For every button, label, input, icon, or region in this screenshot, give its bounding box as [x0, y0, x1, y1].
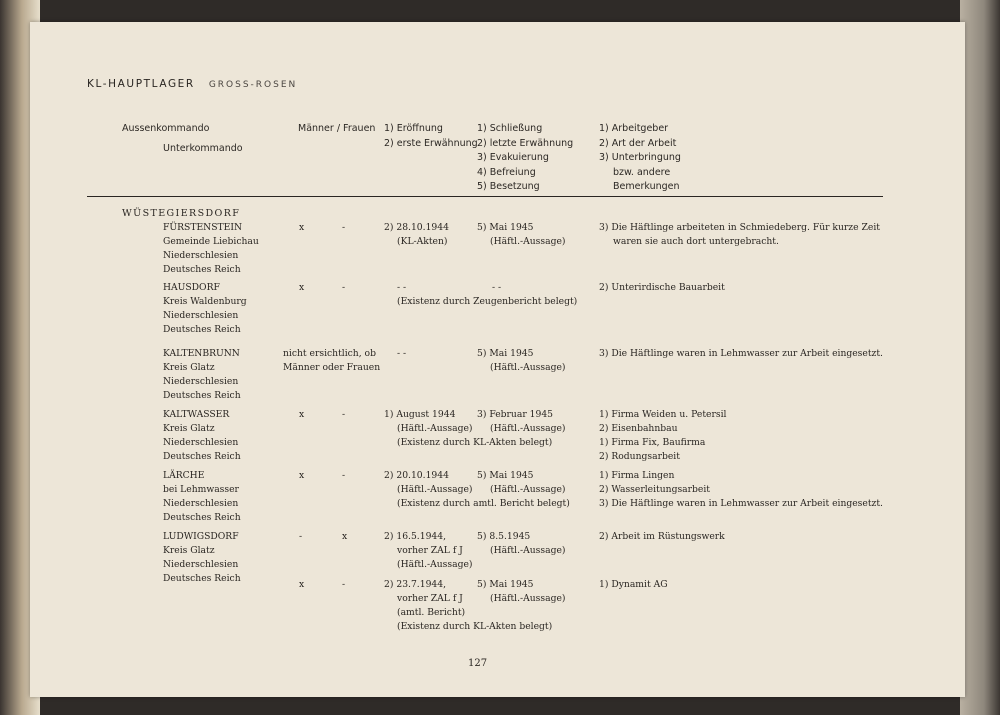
close-line: 5) 8.5.1945: [477, 531, 531, 542]
remark-line: 3) Die Häftlinge waren in Lehmwasser zur Arbeit eingesetzt.: [599, 348, 883, 359]
women-mark: -: [342, 579, 346, 590]
entry-remarks: [599, 408, 726, 464]
open-line: (Häftl.-Aussage): [397, 423, 473, 434]
remark-line: 1) Dynamit AG: [599, 579, 668, 590]
entry-close: [477, 408, 566, 436]
women-mark: -: [342, 282, 346, 293]
open-line: 2) 20.10.1944: [384, 470, 449, 481]
place-line: Deutsches Reich: [163, 512, 241, 523]
entry-remarks: [599, 530, 725, 544]
close-line: - -: [492, 282, 502, 293]
close-line: 5) Mai 1945: [477, 470, 534, 481]
col-eroeffnung: [384, 122, 478, 151]
remark-line: 3) Die Häftlinge arbeiteten in Schmiedeberg. Für kurze Zeit: [599, 222, 880, 233]
col-schliessung-line: 1) Schließung: [477, 123, 543, 134]
col-schliessung: [477, 122, 573, 195]
place-line: LÄRCHE: [163, 470, 205, 481]
open-line: - -: [397, 348, 407, 359]
entry-open: [397, 281, 577, 309]
men-mark: x: [299, 222, 305, 233]
close-line: 5) Mai 1945: [477, 348, 534, 359]
remark-line: 2) Wasserleitungsarbeit: [599, 484, 710, 495]
place-line: Kreis Waldenburg: [163, 296, 247, 307]
open-line: (Existenz durch Zeugenbericht belegt): [397, 296, 578, 307]
section-title: WÜSTEGIERSDORF: [122, 208, 241, 219]
place-line: Deutsches Reich: [163, 390, 241, 401]
place-line: Deutsches Reich: [163, 264, 241, 275]
col-schliessung-line: 5) Besetzung: [477, 181, 540, 193]
place-line: Deutsches Reich: [163, 451, 241, 462]
header-divider: [87, 196, 883, 197]
close-line: (Häftl.-Aussage): [490, 236, 566, 247]
place-line: KALTWASSER: [163, 409, 230, 420]
entry-close: [492, 281, 501, 295]
col-schliessung-line: 2) letzte Erwähnung: [477, 137, 574, 149]
entry-remarks: [599, 221, 880, 249]
place-line: KALTENBRUNN: [163, 348, 240, 359]
open-line: (Existenz durch KL-Akten belegt): [397, 437, 553, 448]
entry-close: [477, 221, 566, 249]
entry-remarks: [599, 281, 725, 295]
place-line: HAUSDORF: [163, 282, 220, 293]
place-line: Niederschlesien: [163, 310, 239, 321]
col-arbeit-line: Bemerkungen: [613, 181, 680, 193]
women-mark: x: [342, 531, 348, 542]
col-schliessung-line: 4) Befreiung: [477, 166, 536, 178]
entry-close: [477, 530, 566, 558]
open-line: (Existenz durch KL-Akten belegt): [397, 621, 553, 632]
header-title: KL-HAUPTLAGER: [87, 78, 195, 90]
remark-line: 2) Rodungsarbeit: [599, 451, 680, 462]
place-line: Niederschlesien: [163, 559, 239, 570]
close-line: (Häftl.-Aussage): [490, 423, 566, 434]
women-mark: -: [342, 470, 346, 481]
col-arbeit-line: bzw. andere: [613, 166, 671, 178]
entry-place: [163, 221, 259, 277]
close-line: 5) Mai 1945: [477, 222, 534, 233]
place-line: Kreis Glatz: [163, 545, 215, 556]
open-line: (amtl. Bericht): [397, 607, 466, 618]
book-edge: [960, 0, 1000, 715]
entry-remarks: [599, 347, 883, 361]
entry-remarks: [599, 469, 883, 511]
open-line: (Existenz durch amtl. Bericht belegt): [397, 498, 570, 509]
col-eroeffnung-line: 2) erste Erwähnung: [384, 137, 478, 149]
women-mark: -: [342, 222, 346, 233]
page-number: 127: [468, 658, 488, 669]
place-line: Niederschlesien: [163, 437, 239, 448]
entry-open: [397, 347, 406, 361]
remark-line: 3) Die Häftlinge waren in Lehmwasser zur Arbeit eingesetzt.: [599, 498, 883, 509]
men-mark: x: [299, 282, 305, 293]
open-line: (KL-Akten): [397, 236, 448, 247]
col-arbeit-line: 1) Arbeitgeber: [599, 123, 669, 134]
entry-close: [477, 469, 566, 497]
place-line: bei Lehmwasser: [163, 484, 239, 495]
mf-line: Männer oder Frauen: [283, 362, 381, 373]
remark-line: 2) Eisenbahnbau: [599, 423, 678, 434]
col-eroeffnung-line: 1) Eröffnung: [384, 123, 443, 134]
entry-place: [163, 530, 241, 586]
col-unterkommando: Unterkommando: [163, 143, 243, 154]
place-line: Kreis Glatz: [163, 362, 215, 373]
open-line: 2) 28.10.1944: [384, 222, 449, 233]
remark-line: 1) Firma Weiden u. Petersil: [599, 409, 727, 420]
place-line: Kreis Glatz: [163, 423, 215, 434]
header-subtitle: GROSS-ROSEN: [208, 80, 298, 90]
men-mark: x: [299, 579, 305, 590]
col-aussenkommando: Aussenkommando: [122, 123, 210, 134]
col-arbeit: [599, 122, 681, 195]
col-arbeit-line: 2) Art der Arbeit: [599, 137, 677, 149]
men-women-note: [283, 347, 380, 375]
place-line: LUDWIGSDORF: [163, 531, 239, 542]
mf-line: nicht ersichtlich, ob: [283, 348, 376, 359]
entry-place: [163, 281, 247, 337]
open-line: (Häftl.-Aussage): [397, 559, 473, 570]
remark-line: 2) Arbeit im Rüstungswerk: [599, 531, 725, 542]
entry-open: [384, 221, 449, 249]
open-line: 2) 16.5.1944,: [384, 531, 447, 542]
entry-open: [384, 530, 473, 572]
place-line: Niederschlesien: [163, 376, 239, 387]
close-line: 5) Mai 1945: [477, 579, 534, 590]
close-line: (Häftl.-Aussage): [490, 362, 566, 373]
women-mark: -: [342, 409, 346, 420]
close-line: (Häftl.-Aussage): [490, 593, 566, 604]
close-line: (Häftl.-Aussage): [490, 484, 566, 495]
close-line: (Häftl.-Aussage): [490, 545, 566, 556]
remark-line: 2) Unterirdische Bauarbeit: [599, 282, 725, 293]
men-mark: -: [299, 531, 303, 542]
place-line: Deutsches Reich: [163, 573, 241, 584]
entry-place: [163, 408, 241, 464]
men-mark: x: [299, 470, 305, 481]
col-maenner-frauen: Männer / Frauen: [298, 123, 376, 134]
open-line: - -: [397, 282, 407, 293]
remark-line: 1) Firma Fix, Baufirma: [599, 437, 706, 448]
remark-line: waren sie auch dort untergebracht.: [613, 236, 779, 247]
entry-close: [477, 578, 566, 606]
open-line: (Häftl.-Aussage): [397, 484, 473, 495]
open-line: vorher ZAL f J: [397, 545, 463, 556]
entry-place: [163, 469, 241, 525]
place-line: Niederschlesien: [163, 498, 239, 509]
open-line: vorher ZAL f J: [397, 593, 463, 604]
col-arbeit-line: 3) Unterbringung: [599, 152, 681, 164]
open-line: 2) 23.7.1944,: [384, 579, 447, 590]
close-line: 3) Februar 1945: [477, 409, 554, 420]
open-line: 1) August 1944: [384, 409, 456, 420]
place-line: Deutsches Reich: [163, 324, 241, 335]
place-line: Gemeinde Liebichau: [163, 236, 259, 247]
entry-close: [477, 347, 566, 375]
remark-line: 1) Firma Lingen: [599, 470, 675, 481]
place-line: Niederschlesien: [163, 250, 239, 261]
place-line: FÜRSTENSTEIN: [163, 222, 242, 233]
page-header: [87, 78, 297, 90]
men-mark: x: [299, 409, 305, 420]
entry-place: [163, 347, 241, 403]
entry-remarks: [599, 578, 668, 592]
col-schliessung-line: 3) Evakuierung: [477, 152, 549, 164]
